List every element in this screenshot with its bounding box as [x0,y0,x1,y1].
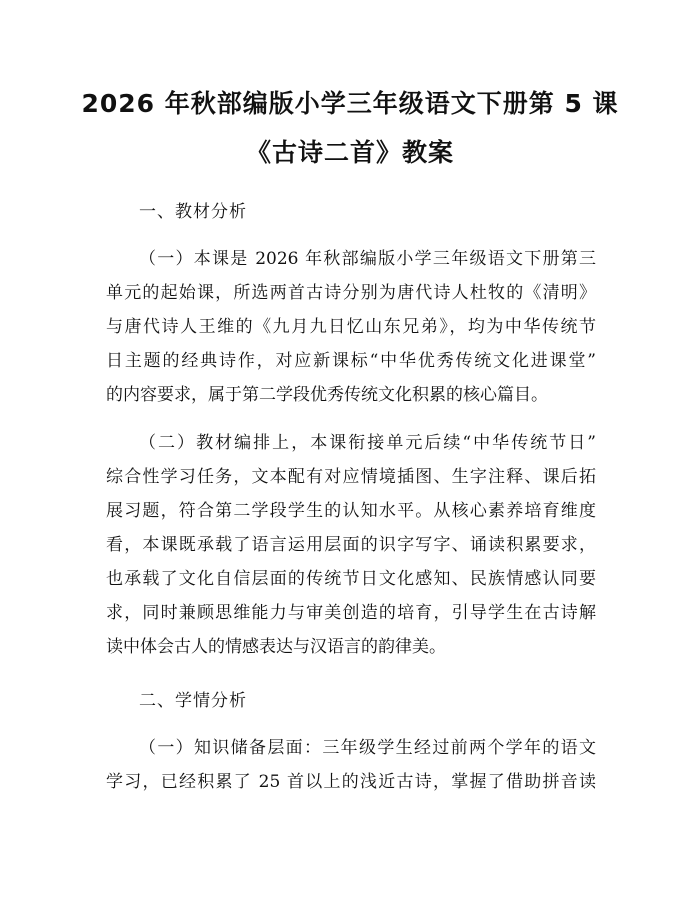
paragraph-line: 求，同时兼顾思维能力与审美创造的培育，引导学生在古诗解 [106,603,596,623]
paragraph-line: 日主题的经典诗作，对应新课标“中华优秀传统文化进课堂” [106,351,596,371]
section-heading-textbook-analysis: 一、教材分析 [139,202,247,222]
paragraph-line: 也承载了文化自信层面的传统节日文化感知、民族情感认同要 [106,569,596,589]
paragraph-line: 展习题，符合第二学段学生的认知水平。从核心素养培育维度 [106,501,596,521]
paragraph-line: （二）教材编排上，本课衔接单元后续“中华传统节日” [139,433,596,453]
document-title-line-2: 《古诗二首》教案 [245,138,454,167]
paragraph-line: 单元的起始课，所选两首古诗分别为唐代诗人杜牧的《清明》 [106,283,596,303]
paragraph-line: 学习，已经积累了 25 首以上的浅近古诗，掌握了借助拼音读 [106,772,596,792]
document-title-line-1: 2026 年秋部编版小学三年级语文下册第 5 课 [81,89,619,118]
paragraph-line: （一）本课是 2026 年秋部编版小学三年级语文下册第三 [139,249,596,269]
paragraph-line: 读中体会古人的情感表达与汉语言的韵律美。 [106,637,446,657]
paragraph-line: 综合性学习任务，文本配有对应情境插图、生字注释、课后拓 [106,467,596,487]
paragraph-line: 的内容要求，属于第二学段优秀传统文化积累的核心篇目。 [106,385,548,405]
paragraph-line: 与唐代诗人王维的《九月九日忆山东兄弟》，均为中华传统节 [106,317,596,337]
paragraph-line: 看，本课既承载了语言运用层面的识字写字、诵读积累要求， [106,535,596,555]
paragraph-line: （一）知识储备层面：三年级学生经过前两个学年的语文 [139,738,596,758]
section-heading-learner-analysis: 二、学情分析 [139,691,247,711]
